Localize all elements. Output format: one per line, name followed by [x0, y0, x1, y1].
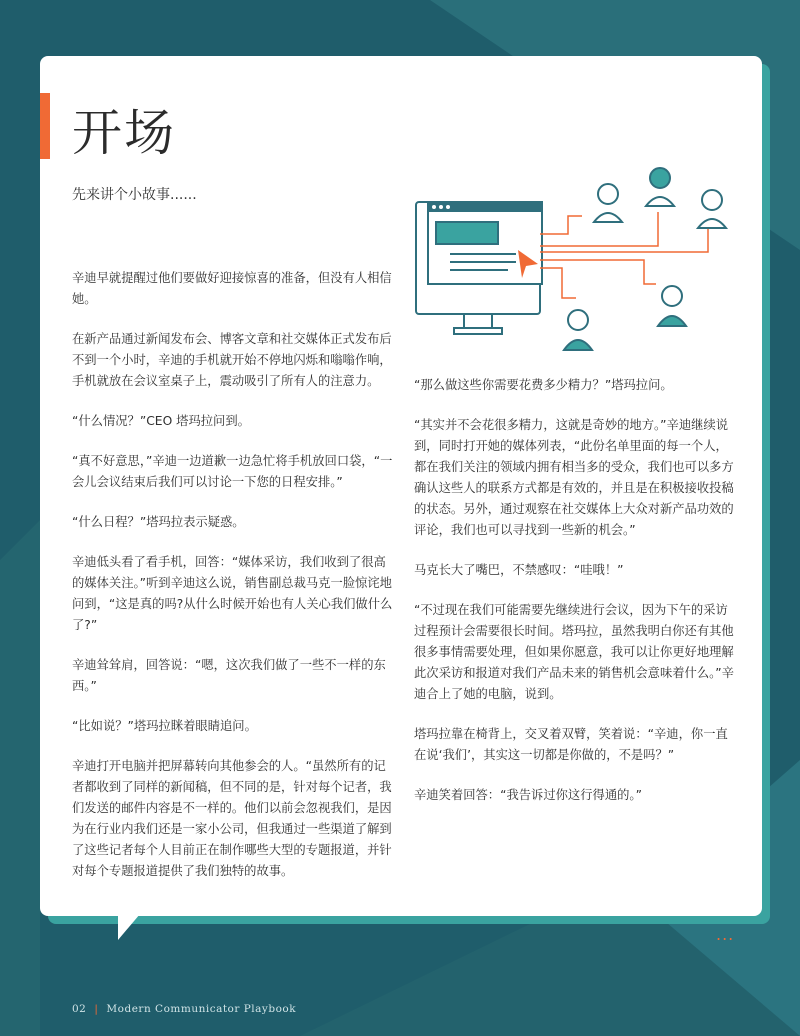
- person-icon: [646, 168, 674, 206]
- paragraph: 马克长大了嘴巴，不禁感叹：“哇哦！”: [414, 563, 624, 577]
- title-accent-bar: [40, 93, 50, 159]
- footer-separator: |: [94, 1003, 99, 1015]
- page-title: 开场: [72, 104, 176, 162]
- paragraph: “不过现在我们可能需要先继续进行会议，因为下午的采访过程预计会需要很长时间。塔玛拉，虽然我明白你还有其他很多事情需要处理，但如果你愿意，我可以让你更好地理解此次采访和报道对我们产品未来的销售机会意味着什么。”辛迪合上了她的电脑，说到。: [414, 603, 734, 701]
- paragraph: 辛迪打开电脑并把屏幕转向其他参会的人。“虽然所有的记者都收到了同样的新闻稿，但不同的是，针对每个记者，我们发送的邮件内容是不一样的。他们以前会忽视我们，是因为在行业内我们还是一家小公司，但我通过一些渠道了解到了这些记者每个人目前正在制作哪些大型的专题报道，并针对每个专题报道提供了我们独特的故事。: [72, 759, 392, 878]
- paragraph: “真不好意思，”辛迪一边道歉一边急忙将手机放回口袋，“一会儿会议结束后我们可以讨论一下您的日程安排。”: [72, 454, 393, 489]
- paragraph: 辛迪耸耸肩，回答说：“嗯，这次我们做了一些不一样的东西。”: [72, 658, 386, 693]
- more-indicator: ...: [716, 925, 735, 944]
- paragraph: “其实并不会花很多精力，这就是奇妙的地方。”辛迪继续说到，同时打开她的媒体列表，“此份名单里面的每一个人，都在我们关注的领域内拥有相当多的受众，我们也可以多方确认这些人的联系方式都是有效的，并且是在积极接收投稿的状态。另外，通过观察在社交媒体上大众对新产品功效的评论，我们也可以寻找到一些新的机会。”: [414, 418, 734, 537]
- paragraph: 在新产品通过新闻发布会、博客文章和社交媒体正式发布后不到一个小时，辛迪的手机就开始不停地闪烁和嗡嗡作响，手机就放在会议室桌子上，震动吸引了所有人的注意力。: [72, 332, 392, 388]
- person-icon: [564, 310, 592, 350]
- paragraph: “什么情况？”CEO 塔玛拉问到。: [72, 414, 250, 428]
- publication-title: Modern Communicator Playbook: [106, 1003, 297, 1015]
- paragraph: 辛迪低头看了看手机，回答：“媒体采访，我们收到了很高的媒体关注。”听到辛迪这么说，销售副总裁马克一脸惊诧地问到，“这是真的吗?从什么时候开始也有人关心我们做什么了?”: [72, 555, 393, 632]
- paragraph: 辛迪笑着回答：“我告诉过你这行得通的。”: [414, 788, 642, 802]
- person-icon: [658, 286, 686, 326]
- paragraph: “比如说？”塔玛拉眯着眼睛追问。: [72, 719, 257, 733]
- speech-bubble-tail: [118, 914, 140, 940]
- illustration-svg: [412, 164, 742, 364]
- left-column: [72, 268, 394, 901]
- right-column: [414, 375, 734, 825]
- page-subtitle: 先来讲个小故事......: [72, 187, 197, 203]
- person-icon: [698, 190, 726, 228]
- paragraph: “什么日程？”塔玛拉表示疑惑。: [72, 515, 245, 529]
- page-number: 02: [72, 1003, 87, 1015]
- page-footer: [72, 1003, 296, 1015]
- paragraph: 塔玛拉靠在椅背上，交叉着双臂，笑着说：“辛迪，你一直在说‘我们’，其实这一切都是你做的，不是吗？”: [414, 727, 728, 762]
- paragraph: 辛迪早就提醒过他们要做好迎接惊喜的准备，但没有人相信她。: [72, 271, 392, 306]
- paragraph: “那么做这些你需要花费多少精力？”塔玛拉问。: [414, 378, 673, 392]
- media-outreach-illustration: [412, 164, 742, 364]
- person-icon: [594, 184, 622, 222]
